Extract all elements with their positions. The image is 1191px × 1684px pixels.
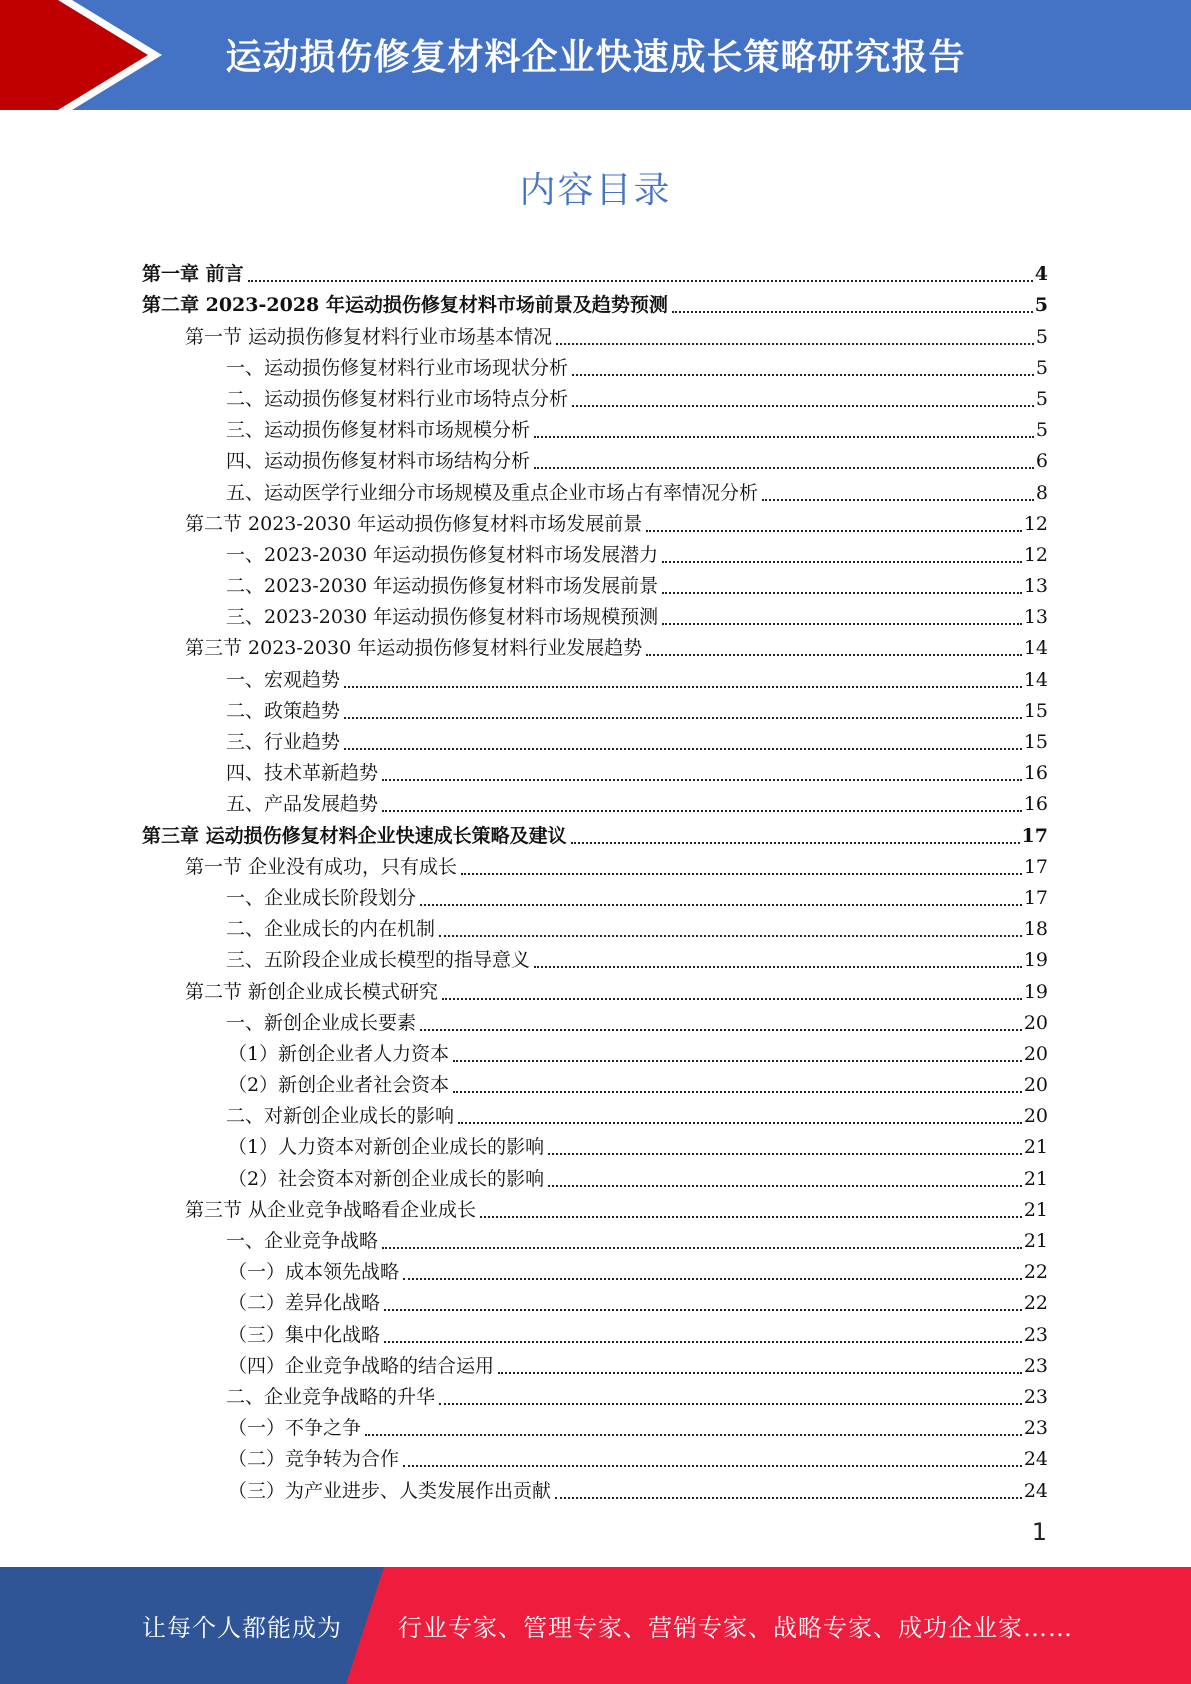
toc-dot-leader bbox=[480, 1215, 1022, 1218]
toc-entry[interactable] bbox=[142, 816, 1048, 847]
toc-entry-page: 20 bbox=[1023, 1011, 1048, 1034]
header-banner bbox=[0, 0, 1191, 110]
toc-entry-page: 21 bbox=[1023, 1136, 1048, 1159]
toc-entry[interactable] bbox=[142, 317, 1048, 348]
toc-entry[interactable] bbox=[142, 598, 1048, 629]
toc-dot-leader bbox=[420, 903, 1022, 906]
toc-entry-page: 15 bbox=[1023, 699, 1048, 722]
toc-entry-title: 四、技术革新趋势 bbox=[226, 762, 379, 785]
toc-entry[interactable] bbox=[142, 1253, 1048, 1284]
toc-entry[interactable] bbox=[142, 1222, 1048, 1253]
toc-dot-leader bbox=[403, 1277, 1022, 1280]
toc-entry[interactable] bbox=[142, 1128, 1048, 1159]
toc-dot-leader bbox=[420, 1028, 1022, 1031]
toc-entry-title: 一、运动损伤修复材料行业市场现状分析 bbox=[226, 356, 569, 379]
toc-dot-leader bbox=[458, 1121, 1022, 1124]
toc-entry-page: 22 bbox=[1023, 1292, 1048, 1315]
toc-entry-title: （三）为产业进步、人类发展作出贡献 bbox=[228, 1479, 552, 1502]
toc-entry-page: 19 bbox=[1023, 980, 1048, 1003]
toc-dot-leader bbox=[762, 498, 1034, 501]
toc-dot-leader bbox=[461, 872, 1022, 875]
toc-entry[interactable] bbox=[142, 910, 1048, 941]
toc-dot-leader bbox=[534, 965, 1022, 968]
toc-entry-title: 一、宏观趋势 bbox=[226, 668, 341, 691]
toc-dot-leader bbox=[439, 1402, 1022, 1405]
toc-entry-page: 8 bbox=[1035, 481, 1048, 504]
toc-entry-title: 二、运动损伤修复材料行业市场特点分析 bbox=[226, 387, 569, 410]
toc-entry[interactable] bbox=[142, 848, 1048, 879]
toc-entry[interactable] bbox=[142, 723, 1048, 754]
toc-entry-page: 12 bbox=[1023, 512, 1048, 535]
toc-entry-title: 第三章 运动损伤修复材料企业快速成长策略及建议 bbox=[142, 824, 567, 847]
toc-dot-leader bbox=[555, 1496, 1022, 1499]
toc-entry[interactable] bbox=[142, 1440, 1048, 1471]
toc-dot-leader bbox=[572, 373, 1034, 376]
toc-entry-page: 23 bbox=[1023, 1385, 1048, 1408]
toc-entry-title: 第一章 前言 bbox=[142, 263, 244, 286]
toc-entry[interactable] bbox=[142, 567, 1048, 598]
toc-entry[interactable] bbox=[142, 1471, 1048, 1502]
toc-entry-title: （二）竞争转为合作 bbox=[228, 1448, 400, 1471]
footer-slogan-right: 行业专家、管理专家、营销专家、战略专家、成功企业家…… bbox=[398, 1614, 1073, 1642]
toc-entry-title: 二、政策趋势 bbox=[226, 699, 341, 722]
toc-dot-leader bbox=[646, 529, 1022, 532]
toc-dot-leader bbox=[384, 1308, 1022, 1311]
toc-dot-leader bbox=[384, 1340, 1022, 1343]
toc-entry-page: 5 bbox=[1035, 356, 1048, 379]
toc-entry-page: 5 bbox=[1034, 294, 1048, 317]
toc-entry[interactable] bbox=[142, 1035, 1048, 1066]
toc-entry-title: （2）社会资本对新创企业成长的影响 bbox=[228, 1167, 545, 1190]
toc-entry[interactable] bbox=[142, 1378, 1048, 1409]
toc-dot-leader bbox=[534, 435, 1034, 438]
toc-dot-leader bbox=[382, 778, 1022, 781]
toc-dot-leader bbox=[382, 1246, 1022, 1249]
toc-entry-title: （一）不争之争 bbox=[228, 1417, 362, 1440]
toc-entry-page: 13 bbox=[1023, 575, 1048, 598]
toc-dot-leader bbox=[548, 1152, 1022, 1155]
toc-entry[interactable] bbox=[142, 972, 1048, 1003]
toc-dot-leader bbox=[572, 404, 1034, 407]
toc-dot-leader bbox=[403, 1464, 1022, 1467]
toc-entry-title: 二、企业竞争战略的升华 bbox=[226, 1385, 436, 1408]
toc-entry-title: （一）成本领先战略 bbox=[228, 1261, 400, 1284]
toc-entry-title: （四）企业竞争战略的结合运用 bbox=[228, 1354, 495, 1377]
toc-entry-page: 14 bbox=[1023, 668, 1048, 691]
toc-entry[interactable] bbox=[142, 1097, 1048, 1128]
toc-entry-title: 三、行业趋势 bbox=[226, 731, 341, 753]
toc-entry[interactable] bbox=[142, 629, 1048, 660]
toc-entry[interactable] bbox=[142, 255, 1048, 286]
toc-entry[interactable] bbox=[142, 1066, 1048, 1097]
toc-entry-page: 24 bbox=[1023, 1479, 1048, 1502]
toc-dot-leader bbox=[439, 934, 1022, 937]
toc-entry[interactable] bbox=[142, 941, 1048, 972]
toc-entry[interactable] bbox=[142, 1284, 1048, 1315]
toc-entry[interactable] bbox=[142, 349, 1048, 380]
toc-dot-leader bbox=[344, 716, 1022, 719]
page-number: 1 bbox=[1031, 1518, 1047, 1546]
toc-entry-title: 第一节 企业没有成功，只有成长 bbox=[185, 855, 458, 878]
toc-entry-title: 一、企业竞争战略 bbox=[226, 1230, 379, 1252]
toc-entry[interactable] bbox=[142, 1315, 1048, 1346]
toc-entry-title: 三、2023-2030 年运动损伤修复材料市场规模预测 bbox=[226, 606, 659, 629]
toc-entry-title: 一、2023-2030 年运动损伤修复材料市场发展潜力 bbox=[226, 543, 659, 566]
toc-entry[interactable] bbox=[142, 879, 1048, 910]
toc-entry-page: 23 bbox=[1023, 1323, 1048, 1346]
toc-entry[interactable] bbox=[142, 692, 1048, 723]
toc-entry-title: 第一节 运动损伤修复材料行业市场基本情况 bbox=[185, 325, 553, 348]
toc-entry-title: （三）集中化战略 bbox=[228, 1323, 381, 1346]
toc-dot-leader bbox=[382, 809, 1022, 812]
toc-entry-title: 第二章 2023-2028 年运动损伤修复材料市场前景及趋势预测 bbox=[142, 294, 668, 317]
toc-entry-title: 三、运动损伤修复材料市场规模分析 bbox=[226, 419, 531, 442]
toc-dot-leader bbox=[248, 279, 1033, 282]
toc-entry-page: 5 bbox=[1035, 387, 1048, 410]
toc-entry-page: 22 bbox=[1023, 1261, 1048, 1284]
toc-entry-title: 第二节 2023-2030 年运动损伤修复材料市场发展前景 bbox=[185, 512, 643, 535]
toc-entry-page: 21 bbox=[1023, 1198, 1048, 1221]
toc-entry-page: 6 bbox=[1035, 450, 1048, 473]
toc-dot-leader bbox=[534, 466, 1034, 469]
toc-entry-page: 23 bbox=[1023, 1354, 1048, 1377]
toc-entry-page: 5 bbox=[1035, 419, 1048, 442]
toc-dot-leader bbox=[662, 591, 1022, 594]
toc-entry-title: 第二节 新创企业成长模式研究 bbox=[185, 980, 439, 1003]
toc-entry-title: 一、新创企业成长要素 bbox=[226, 1011, 417, 1034]
toc-entry[interactable] bbox=[142, 1409, 1048, 1440]
toc-entry-page: 23 bbox=[1023, 1417, 1048, 1440]
toc-entry-page: 17 bbox=[1021, 824, 1048, 847]
report-title: 运动损伤修复材料企业快速成长策略研究报告 bbox=[225, 36, 966, 78]
toc-entry-page: 13 bbox=[1023, 606, 1048, 629]
toc-entry[interactable] bbox=[142, 411, 1048, 442]
toc-entry[interactable] bbox=[142, 286, 1048, 317]
toc-dot-leader bbox=[498, 1371, 1022, 1374]
toc-entry-title: 三、五阶段企业成长模型的指导意义 bbox=[226, 949, 531, 972]
toc-dot-leader bbox=[662, 622, 1022, 625]
toc-entry-page: 15 bbox=[1023, 731, 1048, 753]
toc-entry-title: 五、运动医学行业细分市场规模及重点企业市场占有率情况分析 bbox=[226, 481, 759, 504]
toc-entry-page: 17 bbox=[1023, 855, 1048, 878]
toc-dot-leader bbox=[662, 560, 1022, 563]
toc-dot-leader bbox=[344, 685, 1022, 688]
toc-entry[interactable] bbox=[142, 380, 1048, 411]
toc-entry-page: 14 bbox=[1023, 637, 1048, 660]
toc-entry-title: 四、运动损伤修复材料市场结构分析 bbox=[226, 450, 531, 473]
toc-entry-page: 18 bbox=[1023, 918, 1048, 941]
toc-entry-page: 17 bbox=[1023, 886, 1048, 909]
toc-entry[interactable] bbox=[142, 473, 1048, 504]
toc-entry-title: （1）人力资本对新创企业成长的影响 bbox=[228, 1136, 545, 1159]
toc-entry-page: 24 bbox=[1023, 1448, 1048, 1471]
toc-entry-title: 第三节 从企业竞争战略看企业成长 bbox=[185, 1198, 477, 1221]
toc-entry-page: 4 bbox=[1034, 263, 1048, 286]
toc-entry[interactable] bbox=[142, 754, 1048, 785]
toc-dot-leader bbox=[556, 342, 1034, 345]
toc-entry[interactable] bbox=[142, 660, 1048, 691]
toc-dot-leader bbox=[453, 1090, 1022, 1093]
table-of-contents bbox=[142, 255, 1048, 1503]
toc-entry[interactable] bbox=[142, 1004, 1048, 1035]
toc-entry[interactable] bbox=[142, 1191, 1048, 1222]
toc-entry-title: 五、产品发展趋势 bbox=[226, 793, 379, 816]
toc-entry-page: 21 bbox=[1023, 1167, 1048, 1190]
toc-entry[interactable] bbox=[142, 785, 1048, 816]
toc-entry-page: 20 bbox=[1023, 1074, 1048, 1097]
toc-entry-title: （2）新创企业者社会资本 bbox=[228, 1074, 450, 1097]
toc-entry-title: 二、对新创企业成长的影响 bbox=[226, 1105, 455, 1128]
toc-entry-page: 5 bbox=[1035, 325, 1048, 348]
footer-banner bbox=[0, 1567, 1191, 1684]
toc-entry-page: 20 bbox=[1023, 1105, 1048, 1128]
toc-entry[interactable] bbox=[142, 442, 1048, 473]
toc-entry-title: 一、企业成长阶段划分 bbox=[226, 886, 417, 909]
toc-dot-leader bbox=[344, 747, 1022, 750]
toc-entry-title: （二）差异化战略 bbox=[228, 1292, 381, 1315]
toc-dot-leader bbox=[442, 997, 1022, 1000]
toc-entry-title: 二、企业成长的内在机制 bbox=[226, 918, 436, 941]
toc-dot-leader bbox=[453, 1059, 1022, 1062]
toc-dot-leader bbox=[548, 1184, 1022, 1187]
toc-entry-title: 第三节 2023-2030 年运动损伤修复材料行业发展趋势 bbox=[185, 637, 643, 660]
toc-entry[interactable] bbox=[142, 536, 1048, 567]
toc-entry-page: 20 bbox=[1023, 1042, 1048, 1065]
toc-dot-leader bbox=[365, 1433, 1022, 1436]
toc-entry-page: 16 bbox=[1023, 793, 1048, 816]
toc-entry-page: 12 bbox=[1023, 543, 1048, 566]
toc-entry[interactable] bbox=[142, 1347, 1048, 1378]
toc-entry[interactable] bbox=[142, 505, 1048, 536]
toc-dot-leader bbox=[646, 653, 1022, 656]
footer-slogan-left: 让每个人都能成为 bbox=[142, 1614, 342, 1642]
toc-heading: 内容目录 bbox=[519, 170, 672, 211]
toc-entry-title: （1）新创企业者人力资本 bbox=[228, 1042, 450, 1065]
toc-dot-leader bbox=[571, 841, 1020, 844]
toc-entry-page: 21 bbox=[1023, 1230, 1048, 1252]
toc-entry-page: 16 bbox=[1023, 762, 1048, 785]
toc-entry[interactable] bbox=[142, 1159, 1048, 1190]
toc-dot-leader bbox=[672, 310, 1033, 313]
toc-entry-page: 19 bbox=[1023, 949, 1048, 972]
toc-entry-title: 二、2023-2030 年运动损伤修复材料市场发展前景 bbox=[226, 575, 659, 598]
